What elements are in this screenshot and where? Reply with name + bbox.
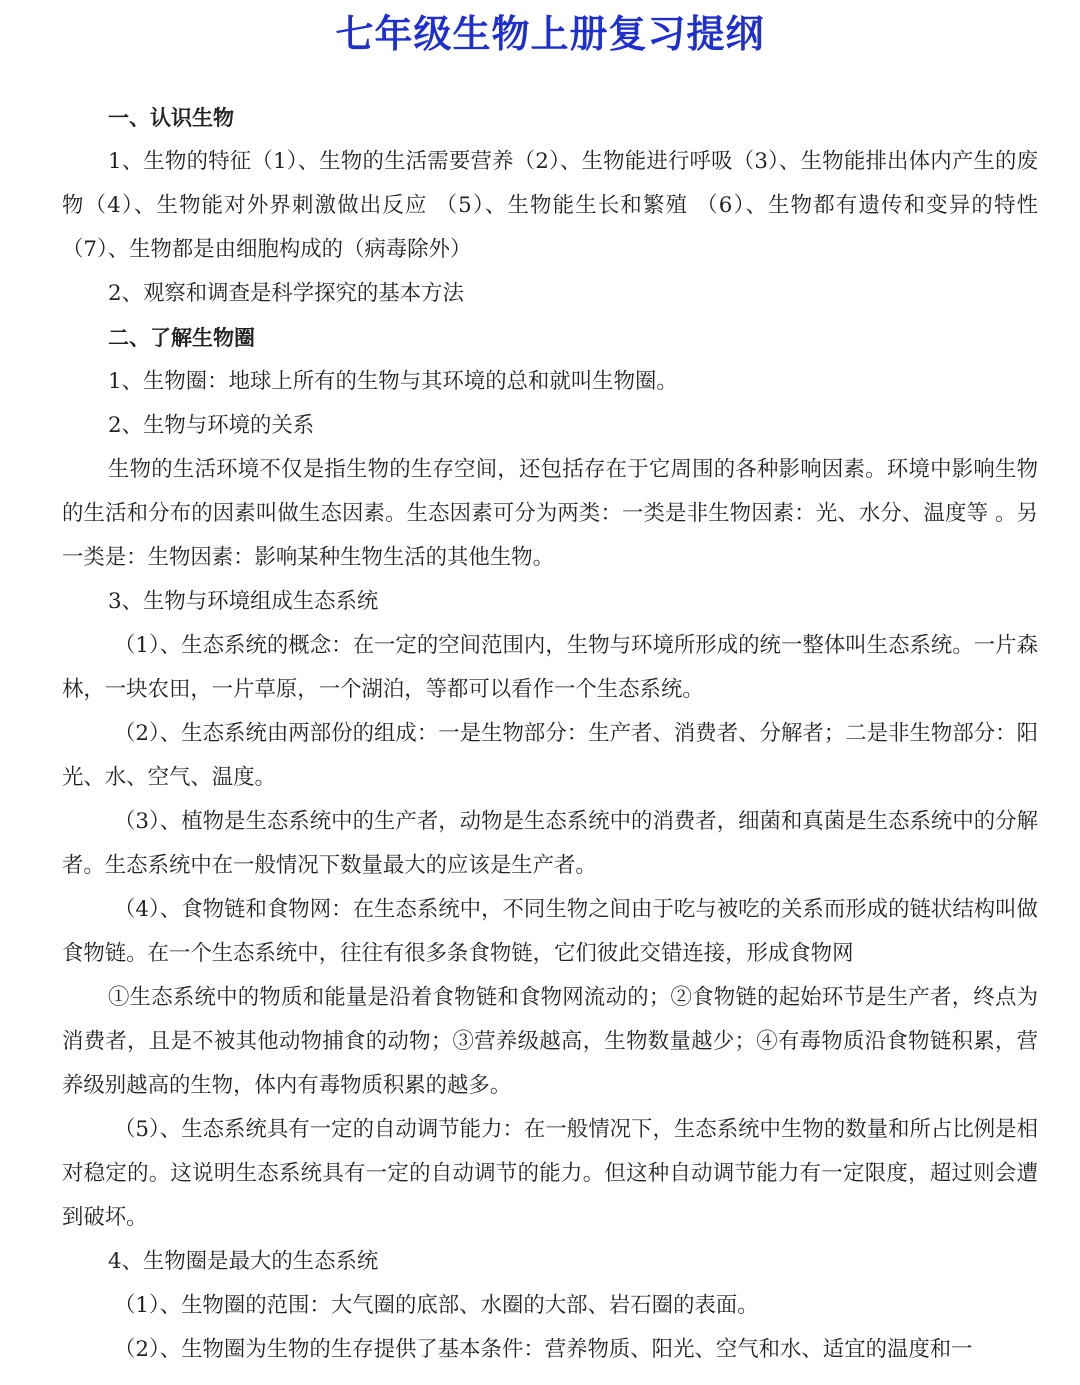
paragraph: 1、生物圈：地球上所有的生物与其环境的总和就叫生物圈。 [108, 369, 678, 394]
paragraph: 2、生物与环境的关系 [108, 413, 315, 438]
paragraph: （1）、生物圈的范围：大气圈的底部、水圈的大部、岩石圈的表面。 [114, 1293, 759, 1318]
paragraph: 1、生物的特征（1）、生物的生活需要营养（2）、生物能进行呼吸（3）、生物能排出体内产生的废物（4）、生物能对外界刺激做出反应 （5）、生物能生长和繁殖 （6）、生物都有遗传和变异的特性（7）、生物都是由细胞构成的（病毒除外） [62, 149, 1038, 262]
paragraph: （4）、食物链和食物网：在生态系统中，不同生物之间由于吃与被吃的关系而形成的链状结构叫做食物链。在一个生态系统中，往往有很多条食物链，它们彼此交错连接，形成食物网 [62, 897, 1038, 966]
paragraph: ①生态系统中的物质和能量是沿着食物链和食物网流动的；②食物链的起始环节是生产者，终点为消费者，且是不被其他动物捕食的动物；③营养级越高，生物数量越少；④有毒物质沿食物链积累，营养级别越高的生物，体内有毒物质积累的越多。 [62, 985, 1038, 1098]
paragraph: （5）、生态系统具有一定的自动调节能力：在一般情况下，生态系统中生物的数量和所占比例是相对稳定的。这说明生态系统具有一定的自动调节的能力。但这种自动调节能力有一定限度，超过则会遭到破坏。 [62, 1117, 1038, 1230]
paragraph: 4、生物圈是最大的生态系统 [108, 1249, 379, 1274]
paragraph: 生物的生活环境不仅是指生物的生存空间，还包括存在于它周围的各种影响因素。环境中影响生物的生活和分布的因素叫做生态因素。生态因素可分为两类：一类是非生物因素：光、水分、温度等 。另一类是：生物因素：影响某种生物生活的其他生物。 [62, 457, 1038, 570]
document-title: 七年级生物上册复习提纲 [335, 12, 765, 56]
paragraph: 2、观察和调查是科学探究的基本方法 [108, 281, 464, 306]
document-body [62, 96, 1038, 1372]
paragraph: （2）、生态系统由两部份的组成：一是生物部分：生产者、消费者、分解者；二是非生物部分：阳光、水、空气、温度。 [62, 721, 1038, 790]
paragraph: 3、生物与环境组成生态系统 [108, 589, 379, 614]
section-heading-1: 一、认识生物 [108, 106, 234, 130]
section-heading-2: 二、了解生物圈 [108, 326, 255, 350]
paragraph: （1）、生态系统的概念：在一定的空间范围内，生物与环境所形成的统一整体叫生态系统。一片森林，一块农田，一片草原，一个湖泊，等都可以看作一个生态系统。 [62, 633, 1038, 702]
paragraph: （3）、植物是生态系统中的生产者，动物是生态系统中的消费者，细菌和真菌是生态系统中的分解者。生态系统中在一般情况下数量最大的应该是生产者。 [62, 809, 1038, 878]
paragraph: （2）、生物圈为生物的生存提供了基本条件：营养物质、阳光、空气和水、适宜的温度和一 [114, 1337, 973, 1362]
